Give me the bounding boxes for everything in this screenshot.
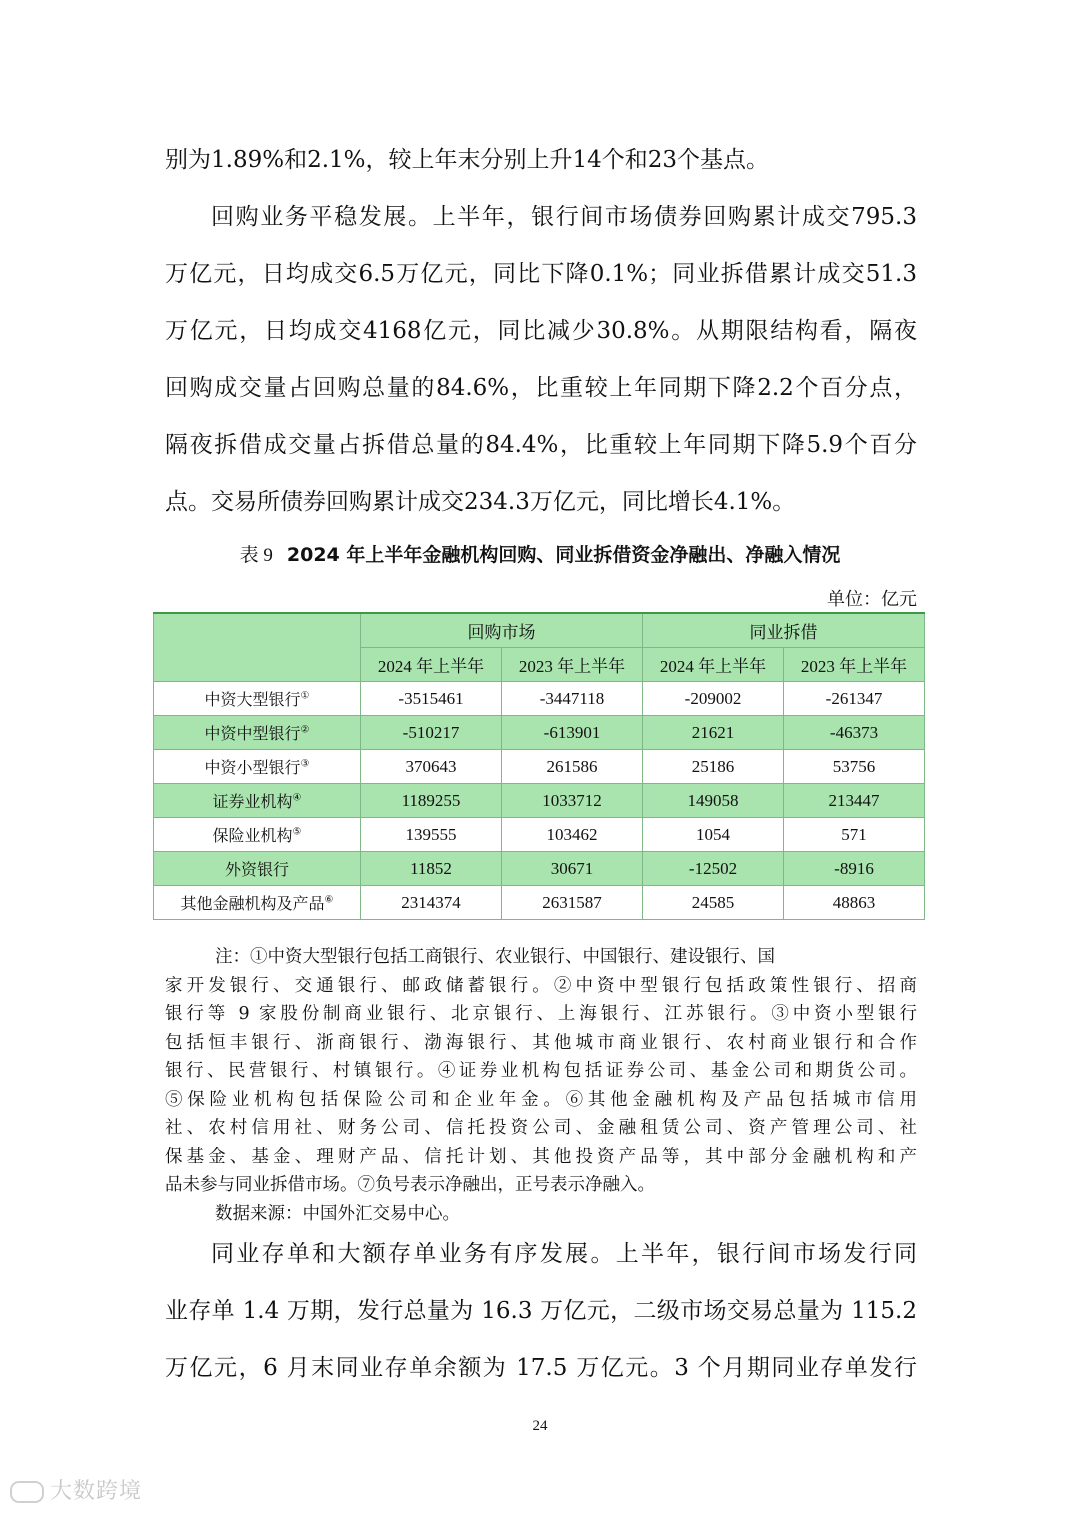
note-line: 品未参与同业拆借市场。⑦负号表示净融出，正号表示净融入。 xyxy=(165,1175,655,1195)
text-line: 回购业务平稳发展。上半年，银行间市场债券回购累计成交795.3 xyxy=(211,204,917,230)
cell: 24585 xyxy=(643,886,784,920)
watermark-text: 大数跨境 xyxy=(50,1479,143,1504)
cell: 2631587 xyxy=(502,886,643,920)
row-label: 保险业机构⑤ xyxy=(154,818,361,852)
cell: 139555 xyxy=(361,818,502,852)
text-line: 业存单 1.4 万期，发行总量为 16.3 万亿元，二级市场交易总量为 115.2 xyxy=(165,1298,917,1324)
paragraph-top xyxy=(165,132,917,531)
cell: 11852 xyxy=(361,852,502,886)
cell: 2314374 xyxy=(361,886,502,920)
cell: -261347 xyxy=(784,682,925,716)
table-row xyxy=(154,682,925,716)
text-line: 点。交易所债券回购累计成交234.3万亿元，同比增长4.1%。 xyxy=(165,489,796,515)
note-line: 家开发银行、交通银行、邮政储蓄银行。②中资中型银行包括政策性银行、招商 xyxy=(165,975,917,996)
cell: -3515461 xyxy=(361,682,502,716)
cell: 53756 xyxy=(784,750,925,784)
text-line: 回购成交量占回购总量的84.6%，比重较上年同期下降2.2个百分点， xyxy=(165,375,917,401)
text-line: 别为1.89%和2.1%，较上年末分别上升14个和23个基点。 xyxy=(165,147,770,173)
table-row xyxy=(154,818,925,852)
table-row xyxy=(154,784,925,818)
subheader: 2024 年上半年 xyxy=(361,648,502,682)
text-line: 万亿元，日均成交6.5万亿元，同比下降0.1%；同业拆借累计成交51.3 xyxy=(165,261,917,287)
table-row xyxy=(154,750,925,784)
page-number: 24 xyxy=(532,1418,548,1434)
cell: -12502 xyxy=(643,852,784,886)
note-line: 包括恒丰银行、浙商银行、渤海银行、其他城市商业银行、农村商业银行和合作 xyxy=(165,1032,917,1053)
cell: 149058 xyxy=(643,784,784,818)
table-row xyxy=(154,716,925,750)
cell: -510217 xyxy=(361,716,502,750)
table-unit: 单位：亿元 xyxy=(827,589,917,610)
cell: 30671 xyxy=(502,852,643,886)
row-label: 其他金融机构及产品⑥ xyxy=(154,886,361,920)
cell: 213447 xyxy=(784,784,925,818)
cell: 48863 xyxy=(784,886,925,920)
note-line: ⑤保险业机构包括保险公司和企业年金。⑥其他金融机构及产品包括城市信用 xyxy=(165,1089,917,1110)
note-line: 社、农村信用社、财务公司、信托投资公司、金融租赁公司、资产管理公司、社 xyxy=(165,1118,917,1138)
table-row xyxy=(154,886,925,920)
cell: -8916 xyxy=(784,852,925,886)
cell: 1033712 xyxy=(502,784,643,818)
header-interbank-lending: 同业拆借 xyxy=(643,613,925,648)
paragraph-bottom xyxy=(165,1226,917,1397)
table-title: 2024 年上半年金融机构回购、同业拆借资金净融出、净融入情况 xyxy=(286,544,841,566)
table-notes xyxy=(165,943,917,1228)
note-line: 银行等 9 家股份制商业银行、北京银行、上海银行、江苏银行。③中资小型银行 xyxy=(165,1004,917,1024)
cell: -46373 xyxy=(784,716,925,750)
row-label: 中资中型银行② xyxy=(154,716,361,750)
cell: 1054 xyxy=(643,818,784,852)
row-label: 中资大型银行① xyxy=(154,682,361,716)
row-label: 中资小型银行③ xyxy=(154,750,361,784)
subheader: 2023 年上半年 xyxy=(784,648,925,682)
header-repo-market: 回购市场 xyxy=(361,613,643,648)
text-line: 万亿元，6 月末同业存单余额为 17.5 万亿元。3 个月期同业存单发行 xyxy=(165,1355,917,1381)
cell: 103462 xyxy=(502,818,643,852)
header-empty-cell xyxy=(154,613,361,682)
note-line: 银行、民营银行、村镇银行。④证券业机构包括证券公司、基金公司和期货公司。 xyxy=(165,1061,917,1081)
data-source: 数据来源：中国外汇交易中心。 xyxy=(215,1203,460,1224)
cell: -209002 xyxy=(643,682,784,716)
cell: 261586 xyxy=(502,750,643,784)
table-number: 表 9 xyxy=(239,545,273,566)
table-row xyxy=(154,852,925,886)
table-caption xyxy=(0,540,1080,567)
text-line: 隔夜拆借成交量占拆借总量的84.4%，比重较上年同期下降5.9个百分 xyxy=(165,432,917,458)
cell: -613901 xyxy=(502,716,643,750)
data-table xyxy=(153,612,925,920)
cell: 571 xyxy=(784,818,925,852)
subheader: 2024 年上半年 xyxy=(643,648,784,682)
cell: 21621 xyxy=(643,716,784,750)
row-label: 外资银行 xyxy=(154,852,361,886)
note-line: 注：①中资大型银行包括工商银行、农业银行、中国银行、建设银行、国 xyxy=(215,947,775,967)
text-line: 万亿元，日均成交4168亿元，同比减少30.8%。从期限结构看，隔夜 xyxy=(165,318,917,344)
note-line: 保基金、基金、理财产品、信托计划、其他投资产品等，其中部分金融机构和产 xyxy=(165,1146,917,1167)
text-line: 同业存单和大额存单业务有序发展。上半年，银行间市场发行同 xyxy=(211,1241,917,1267)
cell: 1189255 xyxy=(361,784,502,818)
cell: 370643 xyxy=(361,750,502,784)
cell: -3447118 xyxy=(502,682,643,716)
cell: 25186 xyxy=(643,750,784,784)
row-label: 证券业机构④ xyxy=(154,784,361,818)
watermark xyxy=(10,1474,142,1505)
watermark-logo-icon xyxy=(10,1481,44,1503)
subheader: 2023 年上半年 xyxy=(502,648,643,682)
